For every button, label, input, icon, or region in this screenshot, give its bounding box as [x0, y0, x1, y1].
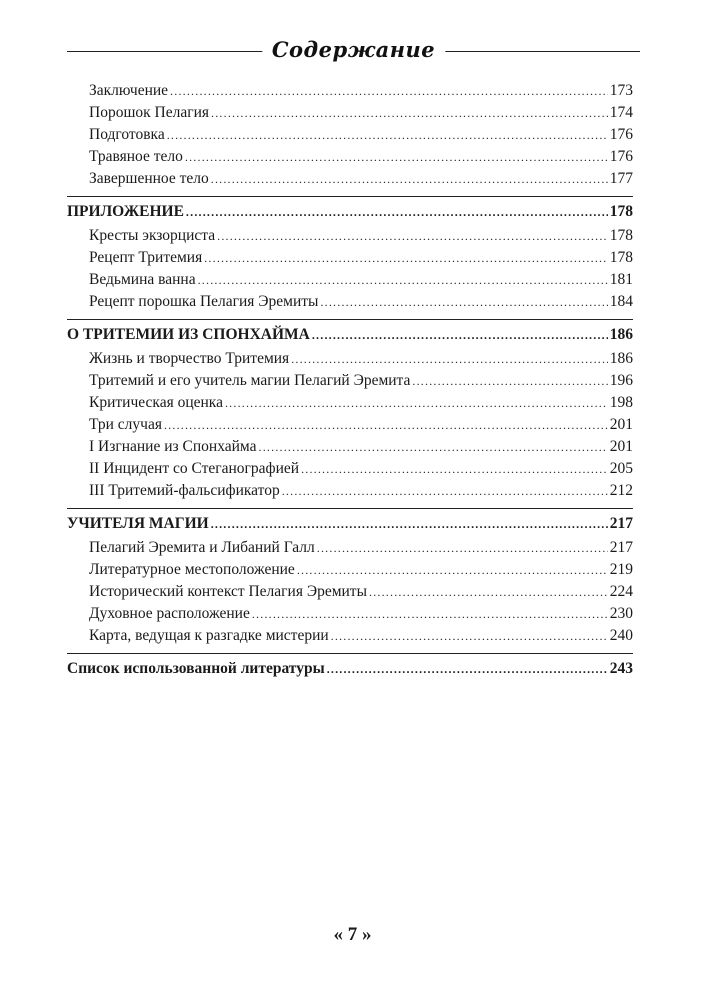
toc-entry-title: Рецепт порошка Пелагия Эремиты: [89, 293, 319, 310]
toc-entry-page: 173: [609, 82, 633, 99]
toc-entry-title: Ведьмина ванна: [89, 271, 196, 288]
toc-entry-title: Карта, ведущая к разгадке мистерии: [89, 627, 329, 644]
toc-section-title: Список использованной литературы: [67, 660, 325, 677]
toc-section-teachers[interactable]: [67, 515, 633, 539]
toc-entry-title: Литературное местоположение: [89, 561, 295, 578]
toc-entry-title: Заключение: [89, 82, 169, 99]
toc-entry-page: 176: [609, 148, 633, 165]
leader-dots: [259, 440, 608, 455]
toc-entry-page: 178: [609, 249, 633, 266]
header-title: Содержание: [262, 37, 445, 62]
leader-dots: [185, 150, 608, 165]
toc-entry-conclusion[interactable]: [67, 82, 633, 104]
toc-section-page: 178: [609, 203, 633, 220]
toc-section-bibliography[interactable]: [67, 660, 633, 684]
toc-entry-powder-recipe[interactable]: [67, 293, 633, 315]
toc-entry-teacher[interactable]: [67, 372, 633, 394]
table-of-contents: [67, 82, 633, 684]
toc-entry-page: 230: [609, 605, 633, 622]
page-number: « 7 »: [333, 924, 372, 945]
toc-entry-historical-context[interactable]: [67, 583, 633, 605]
toc-entry-title: Травяное тело: [89, 148, 183, 165]
leader-dots: [167, 128, 608, 143]
leader-dots: [225, 396, 608, 411]
leader-dots: [217, 229, 608, 244]
toc-entry-title: Рецепт Тритемия: [89, 249, 203, 266]
toc-entry-title: Критическая оценка: [89, 394, 223, 411]
toc-entry-exorcist-crosses[interactable]: [67, 227, 633, 249]
leader-dots: [369, 585, 608, 600]
toc-entry-page: 186: [609, 350, 633, 367]
toc-section-title: О ТРИТЕМИИ ИЗ СПОНХАЙМА: [67, 326, 310, 343]
toc-entry-pelagius-powder[interactable]: [67, 104, 633, 126]
toc-entry-preparation[interactable]: [67, 126, 633, 148]
leader-dots: [320, 295, 607, 310]
toc-entry-forger[interactable]: [67, 482, 633, 504]
leader-dots: [164, 418, 608, 433]
toc-entry-page: 176: [609, 126, 633, 143]
section-divider: [67, 319, 633, 320]
section-divider: [67, 508, 633, 509]
toc-entry-page: 217: [609, 539, 633, 556]
toc-entry-trithemius-recipe[interactable]: [67, 249, 633, 271]
toc-section-page: 186: [609, 326, 633, 343]
toc-entry-title: Пелагий Эремита и Либаний Галл: [89, 539, 315, 556]
toc-entry-title: Тритемий и его учитель магии Пелагий Эремита: [89, 372, 411, 389]
leader-dots: [312, 328, 608, 343]
toc-entry-title: Завершенное тело: [89, 170, 209, 187]
toc-entry-page: 224: [609, 583, 633, 600]
toc-entry-page: 212: [609, 482, 633, 499]
leader-dots: [211, 106, 608, 121]
toc-entry-title: I Изгнание из Спонхайма: [89, 438, 257, 455]
toc-entry-critical-assessment[interactable]: [67, 394, 633, 416]
toc-entry-page: 174: [609, 104, 633, 121]
toc-section-trithemius[interactable]: [67, 326, 633, 350]
leader-dots: [412, 374, 607, 389]
leader-dots: [198, 273, 608, 288]
leader-dots: [204, 251, 608, 266]
toc-entry-page: 198: [609, 394, 633, 411]
toc-section-appendix[interactable]: [67, 203, 633, 227]
toc-entry-literary-location[interactable]: [67, 561, 633, 583]
toc-entry-title: Подготовка: [89, 126, 165, 143]
leader-dots: [186, 205, 608, 220]
leader-dots: [291, 352, 608, 367]
toc-entry-page: 184: [609, 293, 633, 310]
toc-entry-page: 240: [609, 627, 633, 644]
toc-entry-pelagius-libanius[interactable]: [67, 539, 633, 561]
toc-entry-title: Духовное расположение: [89, 605, 250, 622]
toc-entry-title: III Тритемий-фальсификатор: [89, 482, 280, 499]
toc-entry-mystery-map[interactable]: [67, 627, 633, 649]
leader-dots: [327, 662, 608, 677]
toc-entry-title: Три случая: [89, 416, 162, 433]
leader-dots: [211, 517, 608, 532]
section-divider: [67, 653, 633, 654]
toc-section-page: 217: [609, 515, 633, 532]
toc-section-title: УЧИТЕЛЯ МАГИИ: [67, 515, 209, 532]
toc-entry-page: 177: [609, 170, 633, 187]
toc-entry-title: Жизнь и творчество Тритемия: [89, 350, 290, 367]
toc-entry-life-and-work[interactable]: [67, 350, 633, 372]
toc-entry-page: 181: [609, 271, 633, 288]
toc-entry-title: Порошок Пелагия: [89, 104, 210, 121]
toc-entry-page: 205: [609, 460, 633, 477]
leader-dots: [301, 462, 608, 477]
toc-entry-steganography[interactable]: [67, 460, 633, 482]
toc-section-page: 243: [609, 660, 633, 677]
toc-entry-three-cases[interactable]: [67, 416, 633, 438]
leader-dots: [252, 607, 608, 622]
toc-entry-title: Кресты экзорциста: [89, 227, 216, 244]
toc-entry-spiritual-location[interactable]: [67, 605, 633, 627]
toc-entry-finished-body[interactable]: [67, 170, 633, 192]
leader-dots: [170, 84, 608, 99]
toc-entry-title: II Инцидент со Стеганографией: [89, 460, 300, 477]
toc-entry-page: 201: [609, 416, 633, 433]
section-divider: [67, 196, 633, 197]
toc-entry-page: 178: [609, 227, 633, 244]
leader-dots: [211, 172, 608, 187]
running-header: [67, 34, 640, 70]
leader-dots: [297, 563, 608, 578]
toc-entry-title: Исторический контекст Пелагия Эремиты: [89, 583, 367, 600]
leader-dots: [331, 629, 608, 644]
toc-entry-page: 219: [609, 561, 633, 578]
toc-entry-page: 196: [609, 372, 633, 389]
leader-dots: [317, 541, 608, 556]
toc-section-title: ПРИЛОЖЕНИЕ: [67, 203, 184, 220]
toc-entry-witch-bath[interactable]: [67, 271, 633, 293]
toc-entry-expulsion[interactable]: [67, 438, 633, 460]
toc-entry-page: 201: [609, 438, 633, 455]
leader-dots: [282, 484, 608, 499]
toc-entry-herbal-body[interactable]: [67, 148, 633, 170]
